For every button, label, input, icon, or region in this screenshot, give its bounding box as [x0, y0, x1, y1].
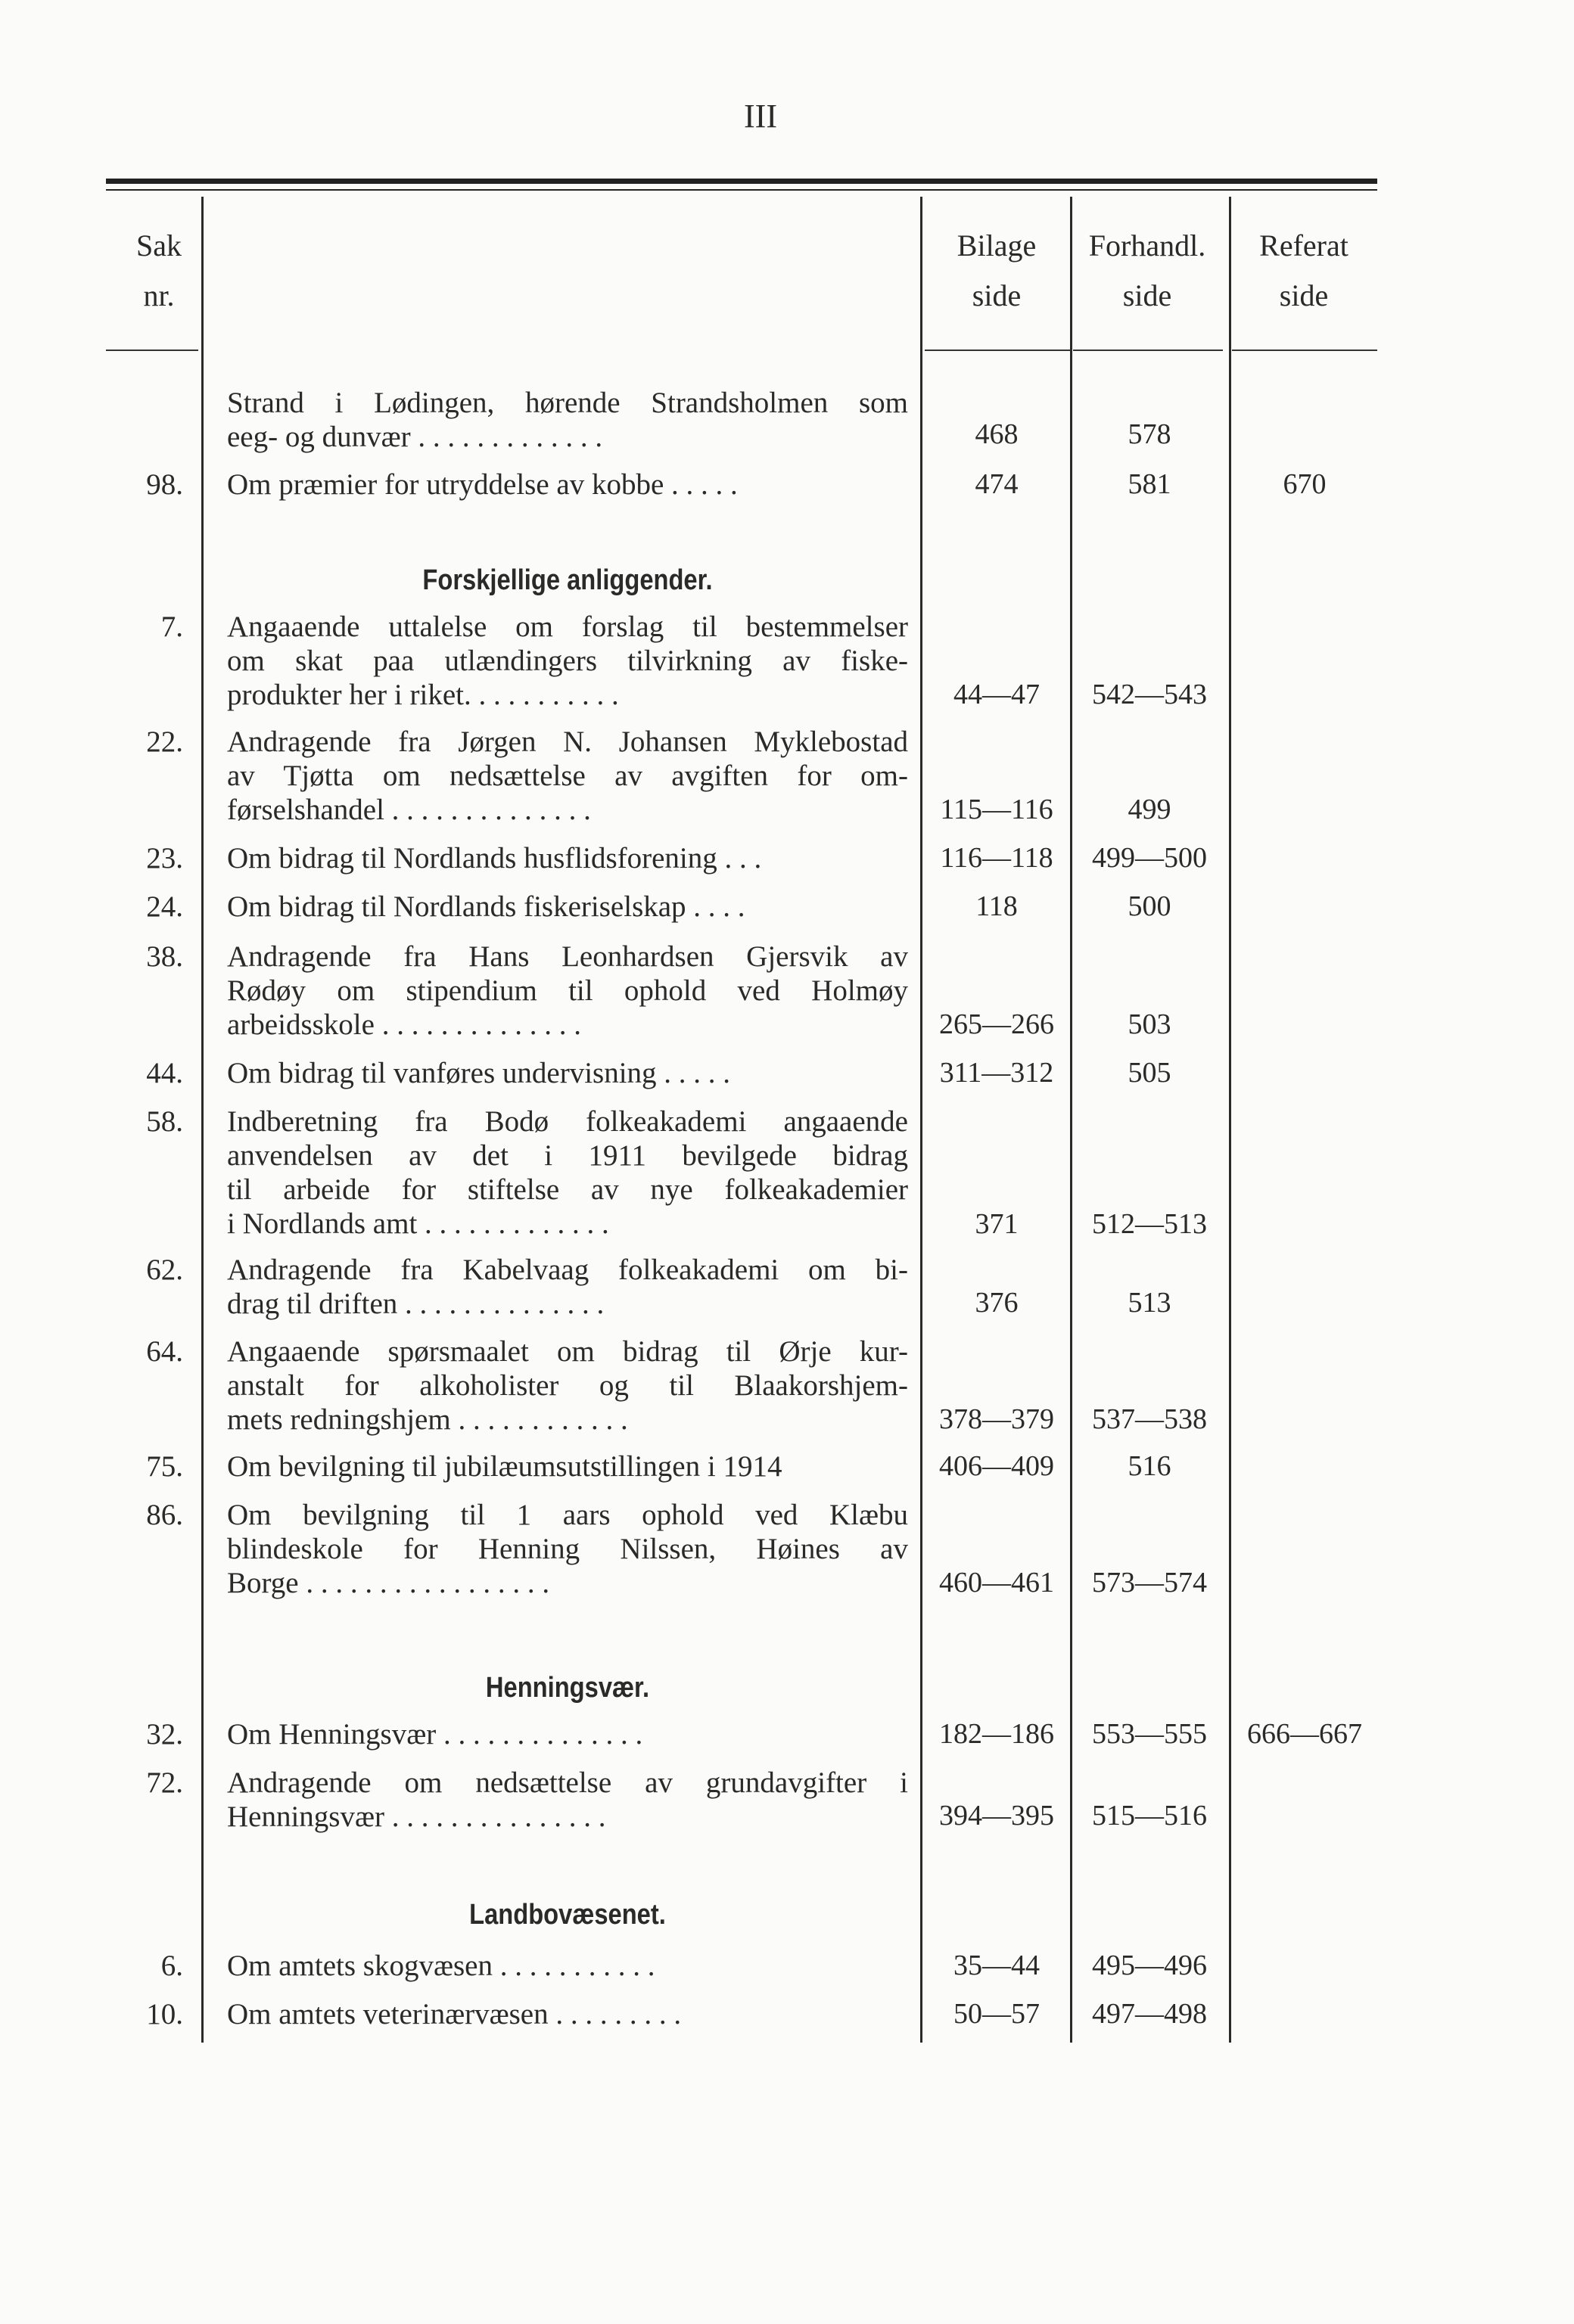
header-sak-label: Sak: [136, 228, 182, 263]
bilage-value: 182—186: [939, 1718, 1054, 1750]
forhandl-value: 516: [1128, 1450, 1171, 1482]
entry-description: Om præmier for utryddelse av kobbe . . . . .: [227, 468, 738, 501]
entry-description: Om bidrag til vanføres undervisning . . . . .: [227, 1057, 731, 1089]
bilage-value: 406—409: [939, 1450, 1054, 1482]
header-nr-label: nr.: [143, 278, 175, 312]
entry-description: Andragende fra Kabelvaag folkeakademi om bi- drag til driften . . . . . . . . . . . . . .: [227, 1254, 908, 1320]
sak-number: 24.: [146, 890, 183, 923]
entry-description: Angaaende spørsmaalet om bidrag til Ørje kur- anstalt for alkoholister og til Blaakorshjem- mets redningshjem . . . . . . . . . . . .: [227, 1335, 908, 1436]
bilage-value: 474: [975, 468, 1019, 500]
sak-number: 72.: [146, 1766, 183, 1799]
forhandl-value: 497—498: [1092, 1998, 1207, 2030]
bilage-value: 44—47: [953, 679, 1040, 710]
entry-description: Angaaende uttalelse om forslag til bestemmelser om skat paa utlændingers tilvirkning av fiske- produkter her i riket. . . . . . . . . . .: [227, 611, 908, 711]
bilage-value: 265—266: [939, 1008, 1054, 1040]
referat-value: 670: [1283, 468, 1327, 500]
column-divider: [1229, 197, 1231, 2043]
sak-number: 64.: [146, 1335, 183, 1368]
page-number: III: [744, 98, 777, 135]
bilage-value: 460—461: [939, 1567, 1054, 1599]
entry-description: Andragende fra Hans Leonhardsen Gjersvik av Rødøy om stipendium til ophold ved Holmøy arbeidsskole . . . . . . . . . . . . . .: [227, 940, 908, 1041]
entry-description: Om bidrag til Nordlands fiskeriselskap . . . .: [227, 890, 745, 923]
sak-number: 44.: [146, 1057, 183, 1089]
bilage-value: 376: [975, 1287, 1019, 1319]
forhandl-value: 495—496: [1092, 1950, 1207, 1981]
bilage-value: 50—57: [953, 1998, 1040, 2030]
sak-number: 98.: [146, 468, 183, 501]
bilage-value: 115—116: [940, 794, 1053, 825]
bilage-value: 35—44: [953, 1950, 1040, 1981]
bilage-value: 118: [975, 890, 1018, 922]
header-sak-nr: [114, 221, 204, 321]
bilage-value: 468: [975, 418, 1019, 450]
header-bilage-side-label: side: [972, 278, 1022, 312]
header-bilage-label: Bilage: [957, 228, 1037, 263]
sak-number: 62.: [146, 1254, 183, 1286]
referat-value: 666—667: [1247, 1718, 1362, 1750]
forhandl-value: 505: [1128, 1057, 1171, 1089]
header-underline: [1073, 350, 1223, 351]
bilage-value: 394—395: [939, 1800, 1054, 1832]
bilage-value: 371: [975, 1208, 1019, 1240]
header-underline: [925, 350, 1072, 351]
header-referat-label: Referat: [1259, 228, 1348, 263]
entry-description: Andragende fra Jørgen N. Johansen Myklebostad av Tjøtta om nedsættelse av avgiften for om- førselshandel . . . . . . . . . . . . . .: [227, 725, 908, 826]
entry-description: Indberetning fra Bodø folkeakademi angaaende anvendelsen av det i 1911 bevilgede bidrag til arbeide for stiftelse av nye folkeakademier i Nordlands amt . . . . . . . . . . . . .: [227, 1105, 908, 1240]
forhandl-value: 513: [1128, 1287, 1171, 1319]
header-forhandl-label: Forhandl.: [1088, 228, 1206, 263]
header-underline: [1232, 350, 1377, 351]
bilage-value: 378—379: [939, 1403, 1054, 1435]
sak-number: 75.: [146, 1450, 183, 1483]
top-rule-thin: [106, 189, 1377, 191]
section-heading: Landbovæsenet.: [469, 1899, 666, 1931]
forhandl-value: 581: [1128, 468, 1171, 500]
forhandl-value: 512—513: [1092, 1208, 1207, 1240]
column-divider: [920, 197, 922, 2043]
sak-number: 22.: [146, 725, 183, 758]
column-divider: [201, 197, 204, 2043]
header-referat: [1232, 221, 1376, 321]
forhandl-value: 553—555: [1092, 1718, 1207, 1750]
forhandl-value: 499: [1128, 794, 1171, 825]
sak-number: 23.: [146, 842, 183, 875]
forhandl-value: 500: [1128, 890, 1171, 922]
entry-description: Andragende om nedsættelse av grundavgifter i Henningsvær . . . . . . . . . . . . . . .: [227, 1766, 908, 1833]
bilage-value: 116—118: [940, 842, 1053, 874]
sak-number: 10.: [146, 1998, 183, 2030]
section-heading: Henningsvær.: [485, 1672, 650, 1704]
sak-number: 32.: [146, 1718, 183, 1751]
forhandl-value: 578: [1128, 418, 1171, 450]
forhandl-value: 542—543: [1092, 679, 1207, 710]
sak-number: 6.: [160, 1950, 183, 1982]
forhandl-value: 503: [1128, 1008, 1171, 1040]
entry-description: Om amtets veterinærvæsen . . . . . . . . .: [227, 1998, 682, 2030]
forhandl-value: 515—516: [1092, 1800, 1207, 1832]
header-underline: [106, 350, 198, 351]
header-bilage: [925, 221, 1069, 321]
sak-number: 86.: [146, 1499, 183, 1531]
forhandl-value: 537—538: [1092, 1403, 1207, 1435]
entry-description: Om amtets skogvæsen . . . . . . . . . . .: [227, 1950, 655, 1982]
header-referat-side-label: side: [1279, 278, 1329, 312]
sak-number: 7.: [160, 611, 183, 643]
sak-number: 58.: [146, 1105, 183, 1138]
top-rule-thick: [106, 179, 1377, 184]
sak-number: 38.: [146, 940, 183, 973]
entry-description: Om bidrag til Nordlands husflidsforening . . .: [227, 842, 762, 875]
bilage-value: 311—312: [939, 1057, 1054, 1089]
section-heading: Forskjellige anliggender.: [422, 564, 713, 596]
forhandl-value: 499—500: [1092, 842, 1207, 874]
entry-description: Om bevilgning til jubilæumsutstillingen i 1914: [227, 1450, 782, 1483]
entry-description: Om Henningsvær . . . . . . . . . . . . . .: [227, 1718, 643, 1751]
header-forhandl-side-label: side: [1122, 278, 1172, 312]
entry-description: Strand i Lødingen, hørende Strandsholmen som eeg- og dunvær . . . . . . . . . . . . .: [227, 387, 908, 453]
entry-description: Om bevilgning til 1 aars ophold ved Klæbu blindeskole for Henning Nilssen, Høines av Borge . . . . . . . . . . . . . . . . .: [227, 1499, 908, 1599]
forhandl-value: 573—574: [1092, 1567, 1207, 1599]
column-divider: [1070, 197, 1072, 2043]
header-forhandl: [1072, 221, 1223, 321]
